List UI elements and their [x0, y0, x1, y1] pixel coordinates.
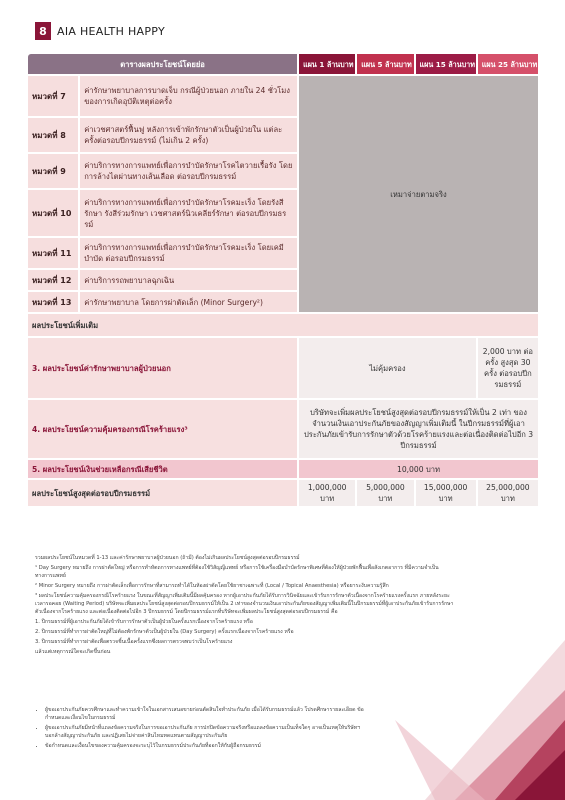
section-desc: ค่าบริการทางการแพทย์เพื่อการบำบัดรักษาโรคมะเร็ง โดยเคมีบำบัด ต่อรอบปีกรมธรรม์ [80, 238, 297, 268]
additional-header: ผลประโยชน์เพิ่มเติม [28, 314, 538, 336]
section-label: หมวดที่ 11 [28, 238, 78, 268]
bullet-item: • ผู้ขอเอาประกันภัยมีหน้าที่แถลงข้อความจริงในการขอเอาประกันภัย การปกปิดข้อความจริงหรือแถลงข้อความเป็นเท็จใดๆ อาจเป็นเหตุให้บริษัทฯ บอกล้างสัญญาประกันภัย และปฏิเสธไม่จ่ายค่าสินไหมทดแทนตามสัญญาประกันภัย [45, 724, 365, 740]
footnote: 2. ปีกรมธรรม์ที่ทำการผ่าตัดใหญ่ที่ไม่ต้องพักรักษาตัวเป็นผู้ป่วยใน (Day Surgery) ครั้งแรกเนื่องจากโรคร้ายแรง หรือ [35, 629, 294, 635]
plan-header: แผน 25 ล้านบาท [478, 54, 538, 74]
section-label: หมวดที่ 13 [28, 292, 78, 312]
table-row [28, 460, 538, 478]
footnote: ¹ Day Surgery หมายถึง การผ่าตัดใหญ่ หรือการทำหัตถการทางแพทย์ที่ต้องใช้วิสัญญีแพทย์ หรือการใช้เครื่องมือบำบัดรักษาพิเศษที่ต้องให้ผู้ป่วยพักฟื้นเพื่อสังเกตอาการ ที่มีความจำเป็นทางการแพทย์ [35, 565, 439, 579]
max-benefit-value: 5,000,000 บาท [357, 480, 413, 506]
opd-label: 3. ผลประโยชน์ค่ารักษาพยาบาลผู้ป่วยนอก [28, 338, 297, 398]
table-row [28, 480, 538, 506]
benefit-table [26, 52, 540, 508]
footnote: ² Minor Surgery หมายถึง การผ่าตัดเล็กเพื่อการรักษาที่สามารถทำได้ในห้องผ่าตัดโดยใช้ยาชาเฉพาะที่ (Local / Topical Anaesthesia) หรือยาระงับความรู้สึก [35, 583, 389, 589]
plan-header: แผน 5 ล้านบาท [357, 54, 413, 74]
section-desc: ค่าบริการทางการแพทย์เพื่อการบำบัดรักษาโรคไตวายเรื้อรัง โดยการล้างไตผ่านทางเส้นเลือด ต่อรอบปีกรมธรรม์ [80, 154, 297, 188]
section-label: หมวดที่ 12 [28, 270, 78, 290]
footnote: 3. ปีกรมธรรม์ที่ทำการผ่าตัดเพื่อตรวจชิ้นเนื้อครั้งแรกซึ่งผลการตรวจพบว่าเป็นโรคร้ายแรง [35, 639, 233, 645]
table-row [28, 338, 538, 398]
footnote: แล้วแต่เหตุการณ์ใดจะเกิดขึ้นก่อน [35, 649, 111, 655]
section-desc: ค่ารักษาพยาบาล โดยการผ่าตัดเล็ก (Minor Surgery²) [80, 292, 297, 312]
table-row [28, 76, 538, 116]
bullet-item: • ผู้ขอเอาประกันภัยควรศึกษาและทำความเข้าใจในเอกสารเสนอขายก่อนตัดสินใจทำประกันภัย เมื่อได้รับกรมธรรม์แล้ว โปรดศึกษารายละเอียด ข้อกำหนดและเงื่อนไขในกรมธรรม์ [45, 706, 365, 722]
section-desc: ค่ารักษาพยาบาลการบาดเจ็บ กรณีผู้ป่วยนอก ภายใน 24 ชั่วโมงของการเกิดอุบัติเหตุต่อครั้ง [80, 76, 297, 116]
opd-value: ไม่คุ้มครอง [299, 338, 476, 398]
table-row [28, 400, 538, 458]
sections-value: เหมาจ่ายตามจริง [299, 76, 538, 312]
death-label: 5. ผลประโยชน์เงินช่วยเหลือกรณีเสียชีวิต [28, 460, 297, 478]
section-desc: ค่าเวชศาสตร์ฟื้นฟู หลังการเข้าพักรักษาตัวเป็นผู้ป่วยใน แต่ละครั้งต่อรอบปีกรมธรรม์ (ไม่เกิน 2 ครั้ง) [80, 118, 297, 152]
table-header-row [28, 54, 538, 74]
disclaimer-bullets [35, 706, 365, 752]
section-desc: ค่าบริการทางการแพทย์เพื่อการบำบัดรักษาโรคมะเร็ง โดยรังสีรักษา รังสีร่วมรักษา เวชศาสตร์นิวเคลียร์รักษา ต่อรอบปีกรมธรรม์ [80, 190, 297, 236]
plan-header: แผน 1 ล้านบาท [299, 54, 355, 74]
section-label: หมวดที่ 10 [28, 190, 78, 236]
footnote: ³ ผลประโยชน์ความคุ้มครองกรณีโรคร้ายแรง ในขณะที่สัญญาเพิ่มเติมนี้มีผลคุ้มครอง หากผู้เอาประกันภัยได้รับการวินิจฉัยและเข้ารับการรักษาตัวเนื่องจากโรคร้ายแรงครั้งแรก ภายหลังระยะเวลารอคอย (Waiting Period) บริษัทจะเพิ่มผลประโยชน์สูงสุดต่อรอบปีกรมธรรม์ให้เป็น 2 เท่าของจำนวนเงินเอาประกันภัยของสัญญาเพิ่มเติมนี้ในปีกรมธรรม์ที่ผู้เอาประกันภัยเข้ารับการรักษาตัวเนื่องจากโรคร้ายแรง และต่อเนื่องติดต่อไปอีก 3 ปีกรมธรรม์ โดยปีกรมธรรม์แรกที่บริษัทจะเพิ่มผลประโยชน์สูงสุดต่อรอบปีกรมธรรม์ คือ [35, 593, 454, 615]
page-number: 8 [35, 22, 51, 40]
bullet-item: • ข้อกำหนดและเงื่อนไขของความคุ้มครองจะระบุไว้ในกรมธรรม์ประกันภัยที่ออกให้กับผู้ถือกรมธรรม์ [45, 742, 365, 750]
plan-header: แผน 15 ล้านบาท [416, 54, 476, 74]
max-benefit-label: ผลประโยชน์สูงสุดต่อรอบปีกรมธรรม์ [28, 480, 297, 506]
section-label: หมวดที่ 9 [28, 154, 78, 188]
table-main-header: ตารางผลประโยชน์โดยย่อ [28, 54, 297, 74]
death-value: 10,000 บาท [299, 460, 538, 478]
opd-value-plan25: 2,000 บาท ต่อครั้ง สูงสุด 30 ครั้ง ต่อรอบปีกรมธรรม์ [478, 338, 538, 398]
section-label: หมวดที่ 7 [28, 76, 78, 116]
critical-label: 4. ผลประโยชน์ความคุ้มครองกรณีโรคร้ายแรง³ [28, 400, 297, 458]
max-benefit-value: 15,000,000 บาท [416, 480, 476, 506]
footnotes [35, 554, 455, 658]
section-label: หมวดที่ 8 [28, 118, 78, 152]
max-benefit-value: 25,000,000 บาท [478, 480, 538, 506]
table-row [28, 314, 538, 336]
section-desc: ค่าบริการรถพยาบาลฉุกเฉิน [80, 270, 297, 290]
critical-value: บริษัทจะเพิ่มผลประโยชน์สูงสุดต่อรอบปีกรมธรรม์ให้เป็น 2 เท่า ของจำนวนเงินเอาประกันภัยของสัญญาเพิ่มเติมนี้ ในปีกรมธรรม์ที่ผู้เอาประกันภัยเข้ารับการรักษาตัวด้วยโรคร้ายแรงและต่อเนื่องติดต่อไปอีก 3 ปีกรมธรรม์ [299, 400, 538, 458]
page-header [35, 22, 165, 40]
max-benefit-value: 1,000,000 บาท [299, 480, 355, 506]
decorative-shapes [395, 580, 565, 800]
page-title: AIA HEALTH HAPPY [57, 24, 165, 38]
footnote: 1. ปีกรมธรรม์ที่ผู้เอาประกันภัยได้เข้ารับการรักษาตัวเป็นผู้ป่วยในครั้งแรกเนื่องจากโรคร้ายแรง หรือ [35, 619, 253, 625]
footnote: รวมผลประโยชน์ในหมวดที่ 1-13 และค่ารักษาพยาบาลผู้ป่วยนอก (ถ้ามี) ต้องไม่เกินผลประโยชน์สูงสุดต่อรอบปีกรมธรรม์ [35, 555, 300, 561]
